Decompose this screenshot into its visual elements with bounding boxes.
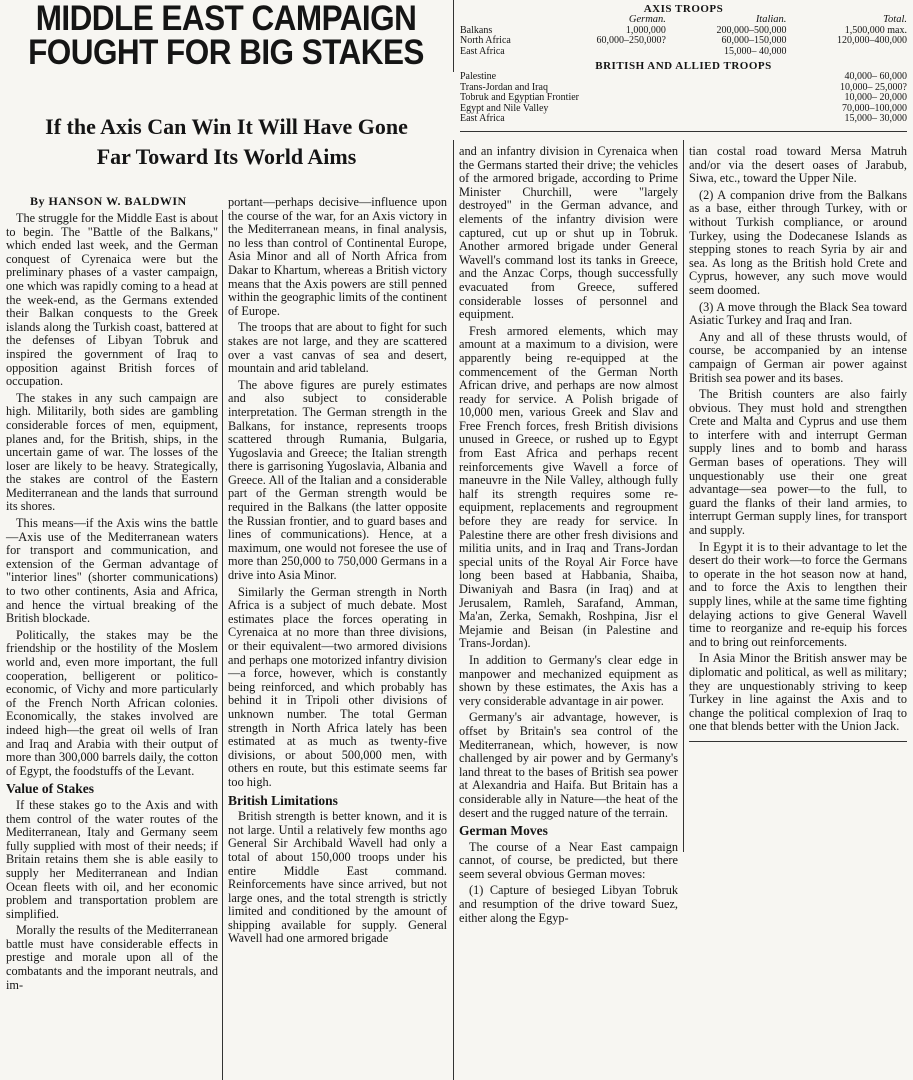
table-row	[460, 114, 907, 125]
italian-cell: 200,000–500,000	[716, 24, 787, 36]
paragraph: If these stakes go to the Axis and with them control of the water routes of the Mediterranean, Italy and Germany seem fully supplied with most of their needs; if Britain retains them she is able easily to supply her Mediterranean and Indian Ocean fleets with oil, and her economic problem and transportation problem are simplified.	[6, 797, 218, 921]
german-cell: 1,000,000	[625, 24, 666, 36]
section-heading: German Moves	[459, 823, 548, 839]
total-cell: 10,000– 20,000	[844, 92, 907, 103]
table-row	[460, 104, 907, 115]
region-cell: Palestine	[460, 71, 497, 82]
paragraph: In addition to Germany's clear edge in manpower and mechanized equipment as shown by these estimates, the Axis has a very considerable advantage in air power.	[459, 652, 678, 708]
column-rule-2	[222, 210, 223, 1080]
column-rule-1	[453, 0, 454, 72]
paragraph: The British counters are also fairly obvious. They must hold and strengthen Crete and Malta and Cyprus and use them to interfere with and interrupt German supply lines and to bomb and harass German bases of operations. They will unquestionably use their one great advantage—sea power—to the full, to guard the flanks of their land armies, to interrupt German supply lines, for transport and supply.	[689, 387, 907, 538]
headline	[28, 2, 424, 70]
subheadline-line-1: If the Axis Can Win It Will Have Gone	[45, 114, 408, 139]
paragraph: tian costal road toward Mersa Matruh and/or via the desert oases of Jarabub, Siwa, etc., toward the Upper Nile.	[689, 144, 907, 186]
table-row	[460, 47, 907, 58]
paragraph: (3) A move through the Black Sea toward Asiatic Turkey and Iraq and Iran.	[689, 299, 907, 328]
paragraph: and an infantry division in Cyrenaica when the Germans started their drive; the vehicles of the armored brigade, according to Prime Minister Churchill, were "largely destroyed" in the German advance, and elements of the infantry division were captured, cut up or shut up in Tobruk. Another armored brigade under General Wavell's command lost its tanks in Greece, and the Anzac Corps, though successfully evacuated from Greece, suffered considerable losses of personnel and equipment.	[459, 144, 678, 322]
axis-troops-title: AXIS TROOPS	[643, 3, 724, 15]
paragraph: Morally the results of the Mediterranean battle must have considerable effects in prestige and morale upon all of the combatants and the imporant neutrals, and im-	[6, 923, 218, 992]
paragraph: The course of a Near East campaign cannot, of course, be predicted, but there seem several obvious German moves:	[459, 839, 678, 881]
section-heading: Value of Stakes	[6, 781, 95, 797]
article-column-4	[689, 145, 907, 742]
region-cell: Tobruk and Egyptian Frontier	[460, 92, 579, 103]
subheadline-line-2: Far Toward Its World Aims	[96, 144, 357, 169]
region-cell: Egypt and Nile Valley	[460, 102, 549, 114]
german-cell	[565, 47, 665, 58]
subheadline	[0, 112, 453, 172]
region-cell: East Africa	[460, 45, 505, 57]
paragraph: portant—perhaps decisive—influence upon the course of the war, for an Axis victory in the Mediterranean means, in final analysis, no less than control of Continental Europe, Asia Minor and all of North Africa from Dakar to Khartum, whereas a British victory means that the Axis powers are still penned within the geographic limits of the continent of Europe.	[228, 195, 447, 318]
italian-cell: 15,000– 40,000	[723, 45, 787, 57]
paragraph: Similarly the German strength in North Africa is a subject of much debate. Most estimates place the forces operating in Cyrenaica at no more than three divisions, or their equivalent—two armored divisions and perhaps one motorized infantry division—a force, however, which is constantly being reinforced, and which probably has behind it in Tripoli other divisions of unknown number. The total German strength in North Africa lately has been estimated at as much as twenty-five divisions, or about 500,000 men, with others en route, but this estimate seems far too high.	[228, 584, 447, 789]
table-row	[460, 72, 907, 83]
paragraph: In Asia Minor the British answer may be diplomatic and political, as well as military; they are unquestionably striving to keep Turkey in line against the Axis and to change the political complexion of Iraq to one that blends better with the Union Jack.	[689, 651, 907, 734]
column-rule-3	[683, 140, 684, 852]
column-rule-1b	[453, 140, 454, 1080]
troop-table	[460, 3, 907, 132]
headline-line-1: MIDDLE EAST CAMPAIGN	[35, 0, 417, 38]
total-cell: 70,000–100,000	[842, 102, 907, 114]
paragraph: Any and all of these thrusts would, of course, be accompanied by an intense campaign of German air power against British sea power and its bases.	[689, 329, 907, 385]
paragraph: (2) A companion drive from the Balkans as a base, either through Turkey, with or without Turkish compliance, or around Turkey, using the Dodecanese Islands as stepping stones to reach Syria by air and sea. As long as the British hold Crete and Cyprus, however, any such move would seem doomed.	[689, 187, 907, 297]
article-column-3	[459, 145, 678, 928]
paragraph: Germany's air advantage, however, is offset by Britain's sea control of the Mediterranean, which, however, is now challenged by air power and by Germany's land threat to the bases of British sea power at Alexandria and Haifa. But Britain has a considerable ally in Nature—the heat of the desert and the rugged nature of the terrain.	[459, 710, 678, 820]
paragraph: British strength is better known, and it is not large. Until a relatively few months ago General Sir Archibald Wavell had only a total of about 150,000 troops under his entire Middle East command. Reinforcements have since arrived, but not large ones, and the total strength is strictly limited and conditioned by the amount of shipping available for supply. General Wavell had one armored brigade	[228, 809, 447, 946]
region-cell: Balkans	[460, 24, 493, 36]
table-row	[460, 36, 907, 47]
paragraph: The struggle for the Middle East is about to begin. The "Battle of the Balkans," which ended last week, and the German conquest of Cyrenaica were but the preliminary phases of a vaster campaign, one which was rapidly coming to a head at the week-end, as the Germans extended their Balkan conquests to the Greek islands along the Turkish coast, battered at the defenses of Libyan Tobruk and inspired the government of Iraq to opposition against British forces of occupation.	[6, 211, 218, 389]
total-cell	[786, 47, 907, 58]
byline: By HANSON W. BALDWIN	[30, 194, 187, 208]
col-total: Total.	[883, 14, 907, 25]
paragraph: The troops that are about to fight for such stakes are not large, and they are scattered over a vast canvas of sea and desert, mountain and arid tableland.	[228, 320, 447, 376]
article-column-2	[228, 196, 447, 949]
article-column-1	[6, 212, 218, 995]
paragraph: The stakes in any such campaign are high. Militarily, both sides are gambling considerable forces of men, equipment, planes and, for the British, ships, in the uncertain game of war. The losses of the loser are likely to be heavy. Strategically, the stakes are control of the Eastern Mediterranean and the lands that surround its shores.	[6, 390, 218, 514]
paragraph: Politically, the stakes may be the friendship or the hostility of the Moslem world and, even more important, the full cooperation, belligerent or politico-economic, of Vichy and more particularly of the French North African colonies. Economically, the stakes involved are indeed high—the great oil wells of Iran and Iraq and Arabia with their output of more than 300,000 barrels daily, the cotton of Egypt, the foodstuffs of the Levant.	[6, 627, 218, 778]
total-cell: 1,500,000 max.	[844, 24, 907, 36]
axis-troops-table	[460, 15, 907, 57]
paragraph: Fresh armored elements, which may amount at a maximum to a division, were apparently being re-equipped at the commencement of the German North African drive, and perhaps are now almost ready for service. A Polish brigade of 10,000 men, various Greek and Slav and Free French forces, fresh British divisions unused in Greece, or rushed up to Egypt from East Africa and perhaps recent reinforcements give Wavell a force of maneuvre in the Nile Valley, although fully half its strength requires some re-equipment, replacements and regroupment before they are ready for service. In Palestine there are other fresh divisions and militia units, and in Iraq and Trans-Jordan special units of the Royal Air Force have long been based at Habbania, Shaiba, Diwaniyah and Basra (in Iraq) and at Jerusalem, Ramleh, Sarafand, Amman, Ma'an, Zerka, Semakh, Roshpina, Jisr el Mejamie and Beisan (in Palestine and Trans-Jordan).	[459, 323, 678, 651]
british-troops-table	[460, 72, 907, 125]
region-cell: North Africa	[460, 35, 511, 46]
total-cell: 40,000– 60,000	[844, 71, 907, 82]
section-heading: British Limitations	[228, 792, 338, 808]
total-cell: 10,000– 25,000?	[840, 81, 907, 93]
paragraph: This means—if the Axis wins the battle—Axis use of the Mediterranean waters for transport and communication, and extension of the German advantage of "interior lines" (shorter communications) to two other continents, Asia and Africa, and hence the virtual breaking of the British blockade.	[6, 516, 218, 626]
headline-line-2: FOUGHT FOR BIG STAKES	[28, 33, 424, 72]
total-cell: 120,000–400,000	[837, 35, 907, 46]
region-cell: East Africa	[460, 113, 505, 124]
german-cell: 60,000–250,000?	[596, 35, 666, 46]
col-german: German.	[628, 14, 666, 25]
col-italian: Italian.	[755, 14, 787, 25]
italian-cell: 60,000–150,000	[721, 35, 787, 46]
table-row	[460, 93, 907, 104]
british-troops-title: BRITISH AND ALLIED TROOPS	[595, 60, 772, 72]
paragraph: The above figures are purely estimates and also subject to considerable interpretation. The German strength in the Balkans, for instance, represents troops scattered through Rumania, Bulgaria, Yugoslavia and Greece; the Italian strength there is garrisoning Yugoslavia, Albania and Greece. All of the Italian and a considerable part of the German strength would be required in the Balkans (the latter opposite the Russian frontier, and to guard bases and lines of communications). Hence, at a maximum, one would not foresee the use of more than 250,000 to 750,000 Germans in a drive into Asia Minor.	[228, 377, 447, 583]
paragraph: (1) Capture of besieged Libyan Tobruk and resumption of the drive toward Suez, either along the Egyp-	[459, 883, 678, 925]
total-cell: 15,000– 30,000	[844, 113, 907, 124]
paragraph: In Egypt it is to their advantage to let the desert do their work—to force the Germans to operate in the hot season now at hand, and to force the Axis to lengthen their supply lines, while at the same time fighting delaying actions to give General Wavell time to reorganize and re-equip his forces and to bring out reinforcements.	[689, 539, 907, 649]
region-cell: Trans-Jordan and Iraq	[460, 81, 548, 93]
